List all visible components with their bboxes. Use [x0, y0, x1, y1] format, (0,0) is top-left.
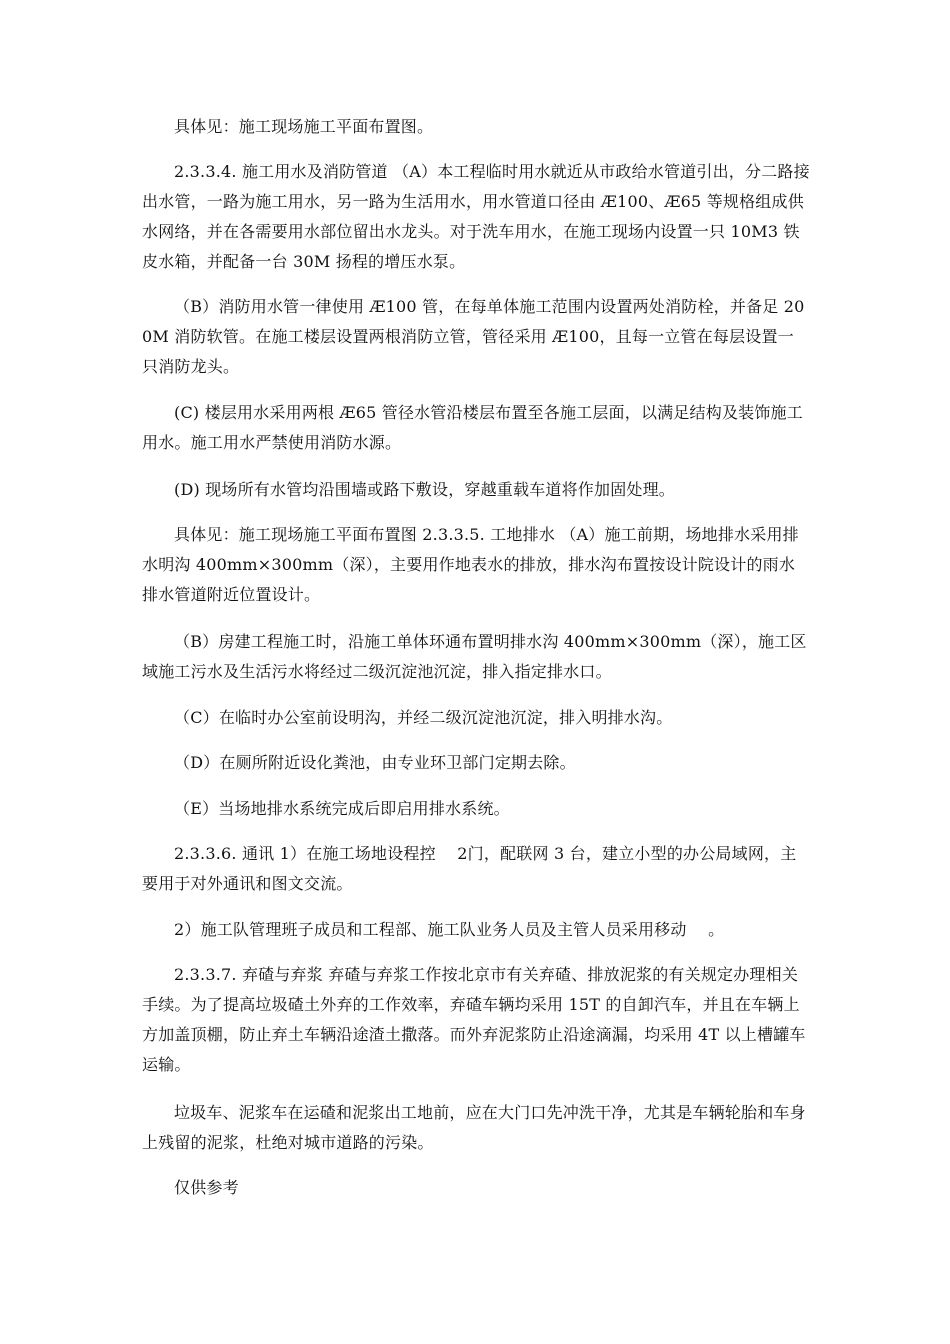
- paragraph-communication: 2.3.3.6. 通讯 1）在施工场地设程控 2门，配联网 3 台，建立小型的办公局域网，主要用于对外通讯和图文交流。: [142, 844, 797, 893]
- paragraph-floor-water: (C) 楼层用水采用两根 Æ65 管径水管沿楼层布置至各施工层面，以满足结构及装饰施工用水。施工用水严禁使用消防水源。: [142, 403, 803, 452]
- paragraph-site-drainage: 具体见：施工现场施工平面布置图 2.3.3.5. 工地排水 （A）施工前期，场地排水采用排水明沟 400mm×300mm（深），主要用作地表水的排放，排水沟布置按设计院设计的雨水排水管道附近位置设计。: [142, 525, 799, 604]
- paragraph-footer-note: 仅供参考: [174, 1178, 239, 1197]
- paragraph-water-supply: 2.3.3.4. 施工用水及消防管道 （A）本工程临时用水就近从市政给水管道引出，分二路接出水管，一路为施工用水，另一路为生活用水，用水管道口径由 Æ100、Æ65 等规格组成供水网络，并在各需要用水部位留出水龙头。对于洗车用水，在施工现场内设置一只 10M3 铁皮水箱，并配备一台 30M 扬程的增压水泵。: [142, 162, 810, 271]
- paragraph-fire-water: （B）消防用水管一律使用 Æ100 管，在每单体施工范围内设置两处消防栓，并备足 200M 消防软管。在施工楼层设置两根消防立管，管径采用 Æ100，且每一立管在每层设置一只消防龙头。: [142, 297, 805, 376]
- paragraph-waste-disposal: 2.3.3.7. 弃碴与弃浆 弃碴与弃浆工作按北京市有关弃碴、排放泥浆的有关规定办理相关手续。为了提高垃圾碴土外弃的工作效率，弃碴车辆均采用 15T 的自卸汽车，并且在车辆上方加盖顶棚，防止弃土车辆沿途渣土撒落。而外弃泥浆防止沿途滴漏，均采用 4T 以上槽罐车运输。: [142, 965, 806, 1074]
- paragraph-office-ditch: （C）在临时办公室前设明沟，并经二级沉淀池沉淀，排入明排水沟。: [174, 708, 673, 727]
- paragraph-building-drainage: （B）房建工程施工时，沿施工单体环通布置明排水沟 400mm×300mm（深），施工区域施工污水及生活污水将经过二级沉淀池沉淀，排入指定排水口。: [142, 632, 807, 681]
- paragraph-vehicle-washing: 垃圾车、泥浆车在运碴和泥浆出工地前，应在大门口先冲洗干净，尤其是车辆轮胎和车身上残留的泥浆，杜绝对城市道路的污染。: [142, 1103, 806, 1152]
- paragraph-site-plan-ref: 具体见：施工现场施工平面布置图。: [174, 117, 434, 136]
- paragraph-septic-tank: （D）在厕所附近设化粪池，由专业环卫部门定期去除。: [174, 753, 576, 772]
- paragraph-mobile: 2）施工队管理班子成员和工程部、施工队业务人员及主管人员采用移动 。: [174, 920, 725, 939]
- paragraph-pipe-laying: (D) 现场所有水管均沿围墙或路下敷设，穿越重载车道将作加固处理。: [174, 480, 675, 499]
- paragraph-drainage-system: （E）当场地排水系统完成后即启用排水系统。: [174, 799, 510, 818]
